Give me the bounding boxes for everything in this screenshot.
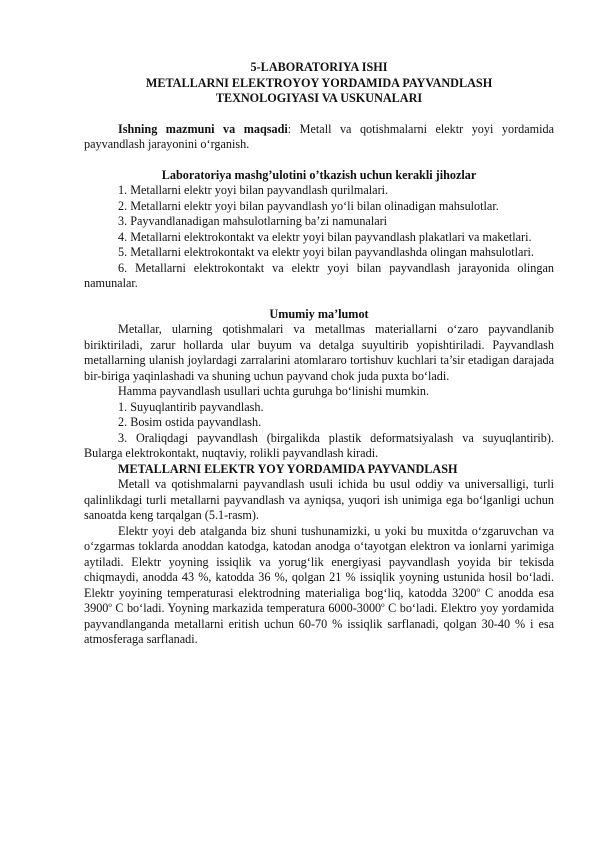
title-line-2: TEXNOLOGIYASI VA USKUNALARI [215,91,423,105]
degree-sign: o [476,585,480,594]
general-heading: Umumiy ma’lumot [269,306,369,321]
arc-text-d: C bo‘ladi. Elektro yoy yordamida payvandlanganda metallarni eritish uchun 60-70 % issiqlik sarflanadi, qolgan 30-40 % i esa atmosferaga sarflanadi. [84,601,554,646]
degree-sign: o [108,600,112,609]
equipment-item: 1. Metallarni elektr yoyi bilan payvandlash qurilmalari. [118,183,389,197]
lab-number: 5-LABORATORIYA ISHI [250,60,388,74]
arc-text-b: C anodda esa 3900 [84,585,555,615]
degree-sign: o [381,600,385,609]
equipment-item: 6. Metallarni elektrokontakt va elektr yoyi bilan payvandlash jarayonida olingan namunalar. [84,260,554,290]
equipment-heading: Laboratoriya mashg’ulotini o’tkazish uchun kerakli jihozlar [161,167,477,182]
purpose-text: : Metall va qotishmalarni elektr yoyi yordamida payvandlash jarayonini o‘rganish. [84,121,554,151]
document-page [84,60,554,648]
title-line-1: METALLARNI ELEKTROYOY YORDAMIDA PAYVANDLASH [145,75,493,90]
method-item-3: 3. Oraliqdagi payvandlash (birgalikda plastik deformatsiyalash va suyuqlantirib). Bularga elektrokontakt, nuqtaviy, rolikli payvandlash kiradi. [84,430,554,460]
general-paragraph-1: Metallar, ularning qotishmalari va metallmas materiallarni o‘zaro payvandlanib biriktiriladi, zarur hollarda ular buyum va detalga suyultirib yopishtiriladi. Payvandlash metallarning ulanish joylardagi zarralarini atomlararo tortishuv kuchlari ta’sir etadigan darajada bir-biriga yaqinlashadi va shuning uchun payvand chok juda puxta bo‘ladi. [84,322,554,383]
equipment-item: 4. Metallarni elektrokontakt va elektr yoyi bilan payvandlash plakatlari va maketlari. [118,229,532,244]
arc-text-a: Elektr yoyi deb atalganda biz shuni tushunamizki, u yoki bu muxitda o‘zgaruvchan va o‘zgarmas toklarda anoddan katodga, katodan anodga o‘tayotgan elektron va ionlarni yarimiga aytiladi. Elektr yoyning issiqlik va yorug‘lik energiyasi payvandlash yoyida bir tekisda chiqmaydi, anodda 43 %, katodda 36 %, qolgan 21 % issiqlik yoyning ustunida hosil bo‘ladi. Elektr yoyining temperaturasi elektrodning materialiga bog‘liq, katodda 3200 [84,523,554,600]
document-title [84,60,554,107]
purpose-label: Ishning mazmuni va maqsadi [118,121,288,136]
purpose-paragraph [84,122,554,153]
method-item-2: 2. Bosim ostida payvandlash. [118,415,262,429]
general-paragraph-2: Hamma payvandlash usullari uchta guruhga bo‘linishi mumkin. [118,384,430,398]
equipment-item: 5. Metallarni elektrokontakt va elektr yoyi bilan payvandlashda olingan mahsulotlari. [118,245,534,259]
equipment-item: 2. Metallarni elektr yoyi bilan payvandlash yo‘li bilan olinadigan mahsulotlar. [118,198,499,213]
method-item-1: 1. Suyuqlantirib payvandlash. [118,399,264,414]
equipment-item: 3. Payvandlanadigan mahsulotlarning ba’zi namunalari [118,214,388,228]
arc-paragraph-2 [84,524,554,648]
arc-welding-heading: METALLARNI ELEKTR YOY YORDAMIDA PAYVANDLASH [118,461,458,476]
arc-text-c: C bo‘ladi. Yoyning markazida temperatura 6000-3000 [111,601,382,615]
arc-paragraph-1: Metall va qotishmalarni payvandlash usuli ichida bu usul oddiy va universalligi, turli qalinlikdagi turli metallarni payvandlash va ayniqsa, yuqori ish unimiga ega bo‘lganligi uchun sanoatda keng tarqalgan (5.1-rasm). [84,477,554,522]
